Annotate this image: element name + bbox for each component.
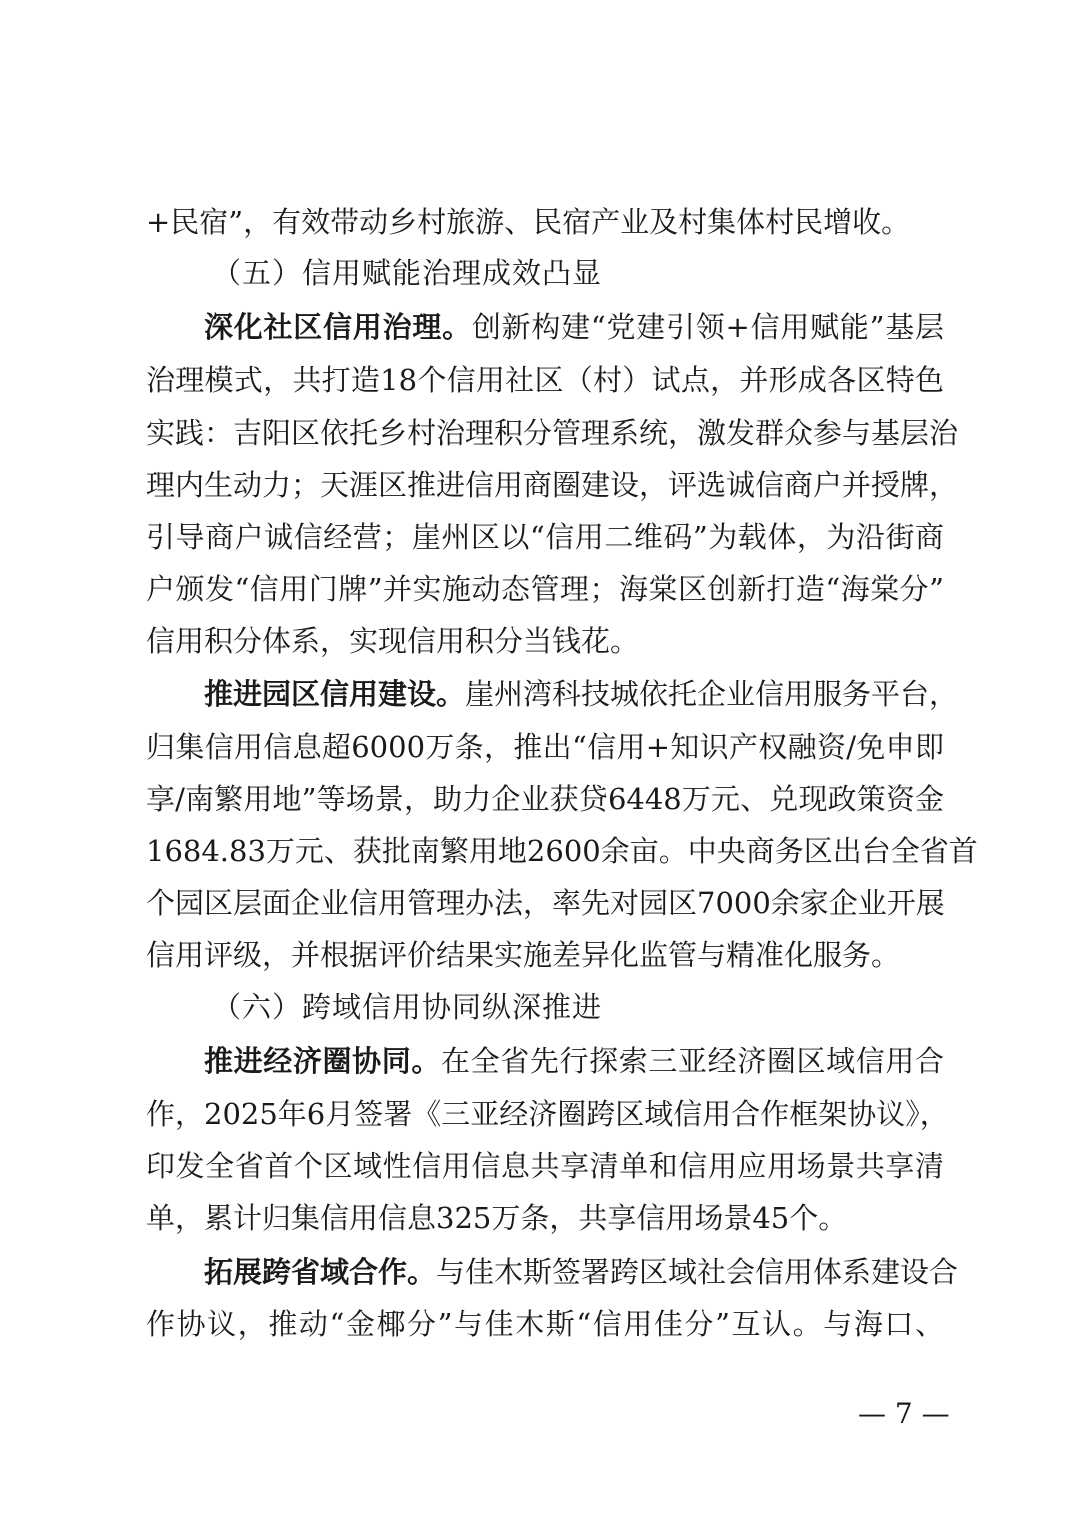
line-text: 1684.83万元、获批南繁用地2600余亩。中央商务区出台全省首 <box>146 834 978 868</box>
paragraph-line <box>0 301 1080 353</box>
line-text: 单，累计归集信用信息325万条，共享信用场景45个。 <box>146 1201 848 1235</box>
line-text: 实践：吉阳区依托乡村治理积分管理系统，激发群众参与基层治 <box>146 416 959 450</box>
paragraph-line <box>0 354 1080 406</box>
line-text: 户颁发“信用门牌”并实施动态管理；海棠区创新打造“海棠分” <box>146 572 944 606</box>
paragraph-line <box>0 1035 1080 1087</box>
paragraph-line <box>0 1140 1080 1192</box>
line-text <box>204 1035 944 1087</box>
line-text: 信用评级，并根据评价结果实施差异化监管与精准化服务。 <box>146 938 901 972</box>
paragraph-lead: 深化社区信用治理。 <box>204 310 472 344</box>
paragraph-lead: 拓展跨省域合作。 <box>204 1255 437 1289</box>
paragraph-line <box>0 929 1080 981</box>
section-heading-6 <box>0 981 1080 1033</box>
paragraph-lead: 推进园区信用建设。 <box>204 677 466 711</box>
paragraph-line <box>0 1088 1080 1140</box>
line-text: 享/南繁用地”等场景，助力企业获贷6448万元、兑现政策资金 <box>146 782 944 816</box>
paragraph-line <box>0 1192 1080 1244</box>
paragraph-line <box>0 615 1080 667</box>
paragraph-line <box>0 1246 1080 1298</box>
line-text: 归集信用信息超6000万条，推出“信用+知识产权融资/免申即 <box>146 730 944 764</box>
line-text <box>204 668 959 720</box>
paragraph-line <box>0 511 1080 563</box>
heading-text: （五）信用赋能治理成效凸显 <box>212 256 603 290</box>
line-text: 个园区层面企业信用管理办法，率先对园区7000余家企业开展 <box>146 886 945 920</box>
page-number: — 7 — <box>858 1397 950 1430</box>
paragraph-line <box>0 459 1080 511</box>
line-text: 理内生动力；天涯区推进信用商圈建设，评选诚信商户并授牌， <box>146 468 959 502</box>
line-text: 治理模式，共打造18个信用社区（村）试点，并形成各区特色 <box>146 363 944 397</box>
line-text <box>204 301 944 353</box>
line-text: 引导商户诚信经营；崖州区以“信用二维码”为载体，为沿街商 <box>146 520 944 554</box>
heading-text: （六）跨域信用协同纵深推进 <box>212 990 603 1024</box>
paragraph-line <box>0 1298 1080 1350</box>
paragraph-line <box>0 407 1080 459</box>
line-text: 信用积分体系，实现信用积分当钱花。 <box>146 624 640 658</box>
line-text-rest: 崖州湾科技城依托企业信用服务平台， <box>465 677 959 711</box>
line-text: 印发全省首个区域性信用信息共享清单和信用应用场景共享清 <box>146 1149 944 1183</box>
line-text: +民宿”，有效带动乡村旅游、民宿产业及村集体村民增收。 <box>146 205 911 239</box>
section-heading-5 <box>0 247 1080 299</box>
line-text: 作，2025年6月签署《三亚经济圈跨区域信用合作框架协议》， <box>146 1097 949 1131</box>
paragraph-line <box>0 196 1080 248</box>
line-text <box>204 1246 959 1298</box>
line-text-rest: 创新构建“党建引领+信用赋能”基层 <box>471 310 944 344</box>
line-text-rest: 与佳木斯签署跨区域社会信用体系建设合 <box>436 1255 959 1289</box>
paragraph-line <box>0 877 1080 929</box>
paragraph-line <box>0 668 1080 720</box>
paragraph-line <box>0 721 1080 773</box>
paragraph-line <box>0 563 1080 615</box>
paragraph-line <box>0 773 1080 825</box>
line-text: 作协议，推动“金椰分”与佳木斯“信用佳分”互认。与海口、 <box>146 1307 944 1341</box>
paragraph-lead: 推进经济圈协同。 <box>204 1044 441 1078</box>
line-text-rest: 在全省先行探索三亚经济圈区域信用合 <box>441 1044 944 1078</box>
paragraph-line <box>0 825 1080 877</box>
